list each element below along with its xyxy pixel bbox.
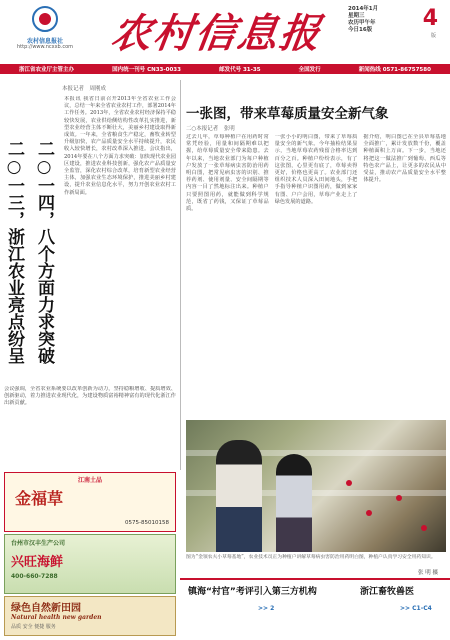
main-author: 二○本报记者 张明 xyxy=(186,126,235,132)
teaser-item[interactable] xyxy=(188,584,317,612)
ad-brand: 金福草 xyxy=(15,489,64,508)
strawberry-icon xyxy=(421,525,427,531)
page-label: 版 xyxy=(430,33,436,39)
org-name: 农村信息报社 xyxy=(26,38,63,45)
ad-subtitle: Natural health new garden xyxy=(11,614,102,621)
photo-caption: 图为“金领农夫小草莓基地”，农业技术员正为种植户讲解草莓病虫害防治用药明白图，种植户认真学习安全用药知识。 xyxy=(186,555,436,560)
ad-brand: 兴旺海鲜 xyxy=(11,555,64,570)
lead-body: 本报讯 我省日前召开2013年全省农业工作会议，总结一年来全省农业农村工作，部署2014年工作任务。2013年，全省农业农村经济保持平稳较快发展，农业供给侧结构性改革扎实推进，新型农业经营主体不断壮大，美丽乡村建设取得新成效。一年来，全省粮食生产稳定，畜牧业转型升级加快，农产品质量安全水平持续提升，农民收入较快增长，农村改革深入推进。会议指出，2014年要在八个方面力求突破：加快现代农业园区建设，推进农业科技创新，强化农产品质量安全监管，深化农村综合改革，培育新型农业经营主体，加强农业生态环境保护，推进美丽乡村建设，提升农业信息化水平，努力开创农业农村工作新局面。 xyxy=(64,96,176,196)
ad-header: 台州市汉丰生产公司 xyxy=(11,540,66,547)
teaser-item[interactable] xyxy=(360,584,432,612)
ad-phone: 400-660-7288 xyxy=(11,573,58,580)
page-number: 4 xyxy=(422,6,438,31)
issue-page-count: 今日16版 xyxy=(348,27,373,33)
banner-item: 国内统一刊号 CN33-0033 xyxy=(112,67,181,73)
main-body xyxy=(186,134,446,414)
issue-date: 2014年1月 xyxy=(348,6,379,12)
photo-person xyxy=(276,454,312,552)
lead-author: 本报记者 周刚成 xyxy=(62,86,107,92)
photographer-credit: 张 明 摄 xyxy=(418,570,438,576)
teaser-bar xyxy=(180,578,450,636)
teaser-title: 浙江畜牧兽医 xyxy=(360,587,415,597)
lead-headline-col2: 二○一三，浙江农业亮点纷呈 xyxy=(4,140,24,364)
lead-body-continued: 会议强调，全省农业系统要以改革创新为动力，坚持稳粮增收、提质增效、创新驱动，着力推进农业现代化，为建设物质富裕精神富有的现代化浙江作出新贡献。 xyxy=(4,386,176,407)
teaser-title: 镇海“村官”考评引入第三方机构 xyxy=(188,587,317,597)
masthead xyxy=(0,0,450,62)
strawberry-icon xyxy=(366,510,372,516)
lead-headline xyxy=(2,140,60,375)
paper-title: 农村信息报 xyxy=(108,10,325,57)
advertisement[interactable] xyxy=(4,596,176,636)
emblem-icon xyxy=(32,6,58,32)
main-body-col1: 过去几年，草莓种植户在用药时常常凭经验，用量和间隔期难以把握，给草莓质量安全带来隐患。去年以来，当地农业部门为每户种植户发放了一张草莓病虫害防治用药明白图，把常见病虫害的识别、推荐药剂、使用剂量、安全间隔期等内容一目了然地标注出来。种植户只要照图用药，就能做到科学规范，既省了药钱，又保证了草莓品质。 xyxy=(186,134,269,213)
teaser-page-ref: >> 2 xyxy=(258,605,275,612)
main-body-col2: 一张小小的明白图，带来了草莓质量安全的新气象。今年抽检结果显示，当地草莓农药残留合格率达到百分之百。种植户纷纷表示，有了这张图，心里更有底了，草莓卖得更好，价格也更高了。农业部门还组织技术人员深入田间地头，手把手指导种植户识图用药，做到家家有图、户户会用，草莓产业走上了绿色发展的道路。 xyxy=(274,134,358,205)
banner-item: 浙江省农业厅主管主办 xyxy=(19,67,75,73)
strawberry-icon xyxy=(346,480,352,486)
banner-item: 全国发行 xyxy=(298,67,321,73)
ad-header: 江南土品 xyxy=(77,477,102,484)
issue-lunar-date: 农历甲午年 xyxy=(348,20,376,26)
strawberry-icon xyxy=(396,495,402,501)
ad-brand: 绿色自然新田园 xyxy=(11,603,81,614)
lead-headline-col1: 二○一四，八个方面力求突破 xyxy=(34,140,54,364)
issue-date-box xyxy=(348,6,438,54)
masthead-banner xyxy=(0,64,450,74)
ad-slogan: 品质 安全 便捷 服务 xyxy=(11,624,56,630)
photo-person xyxy=(216,440,262,552)
news-photo xyxy=(186,420,446,552)
advertisement[interactable] xyxy=(4,472,176,532)
main-body-col3: 据介绍，明白图已在全县草莓基地全面推广，累计发放数千份，覆盖种植面积上万亩。下一步，当地还将把这一做法推广到葡萄、西瓜等特色农产品上，让更多的农民从中受益，推动农产品质量安全水平整体提升。 xyxy=(363,134,446,184)
banner-item: 邮发代号 31-35 xyxy=(219,67,261,73)
newspaper-logo xyxy=(4,6,86,54)
issue-weekday: 星期三 xyxy=(348,13,365,19)
org-url: http://www.ncxxb.com xyxy=(17,44,73,50)
teaser-page-ref: >> C1-C4 xyxy=(400,605,432,612)
column-divider xyxy=(180,80,181,470)
main-headline: 一张图，带来草莓质量安全新气象 xyxy=(186,106,389,122)
ad-phone: 0575-85010158 xyxy=(125,520,169,526)
banner-item: 新闻热线 0571-86757580 xyxy=(358,67,431,73)
advertisement[interactable] xyxy=(4,534,176,594)
